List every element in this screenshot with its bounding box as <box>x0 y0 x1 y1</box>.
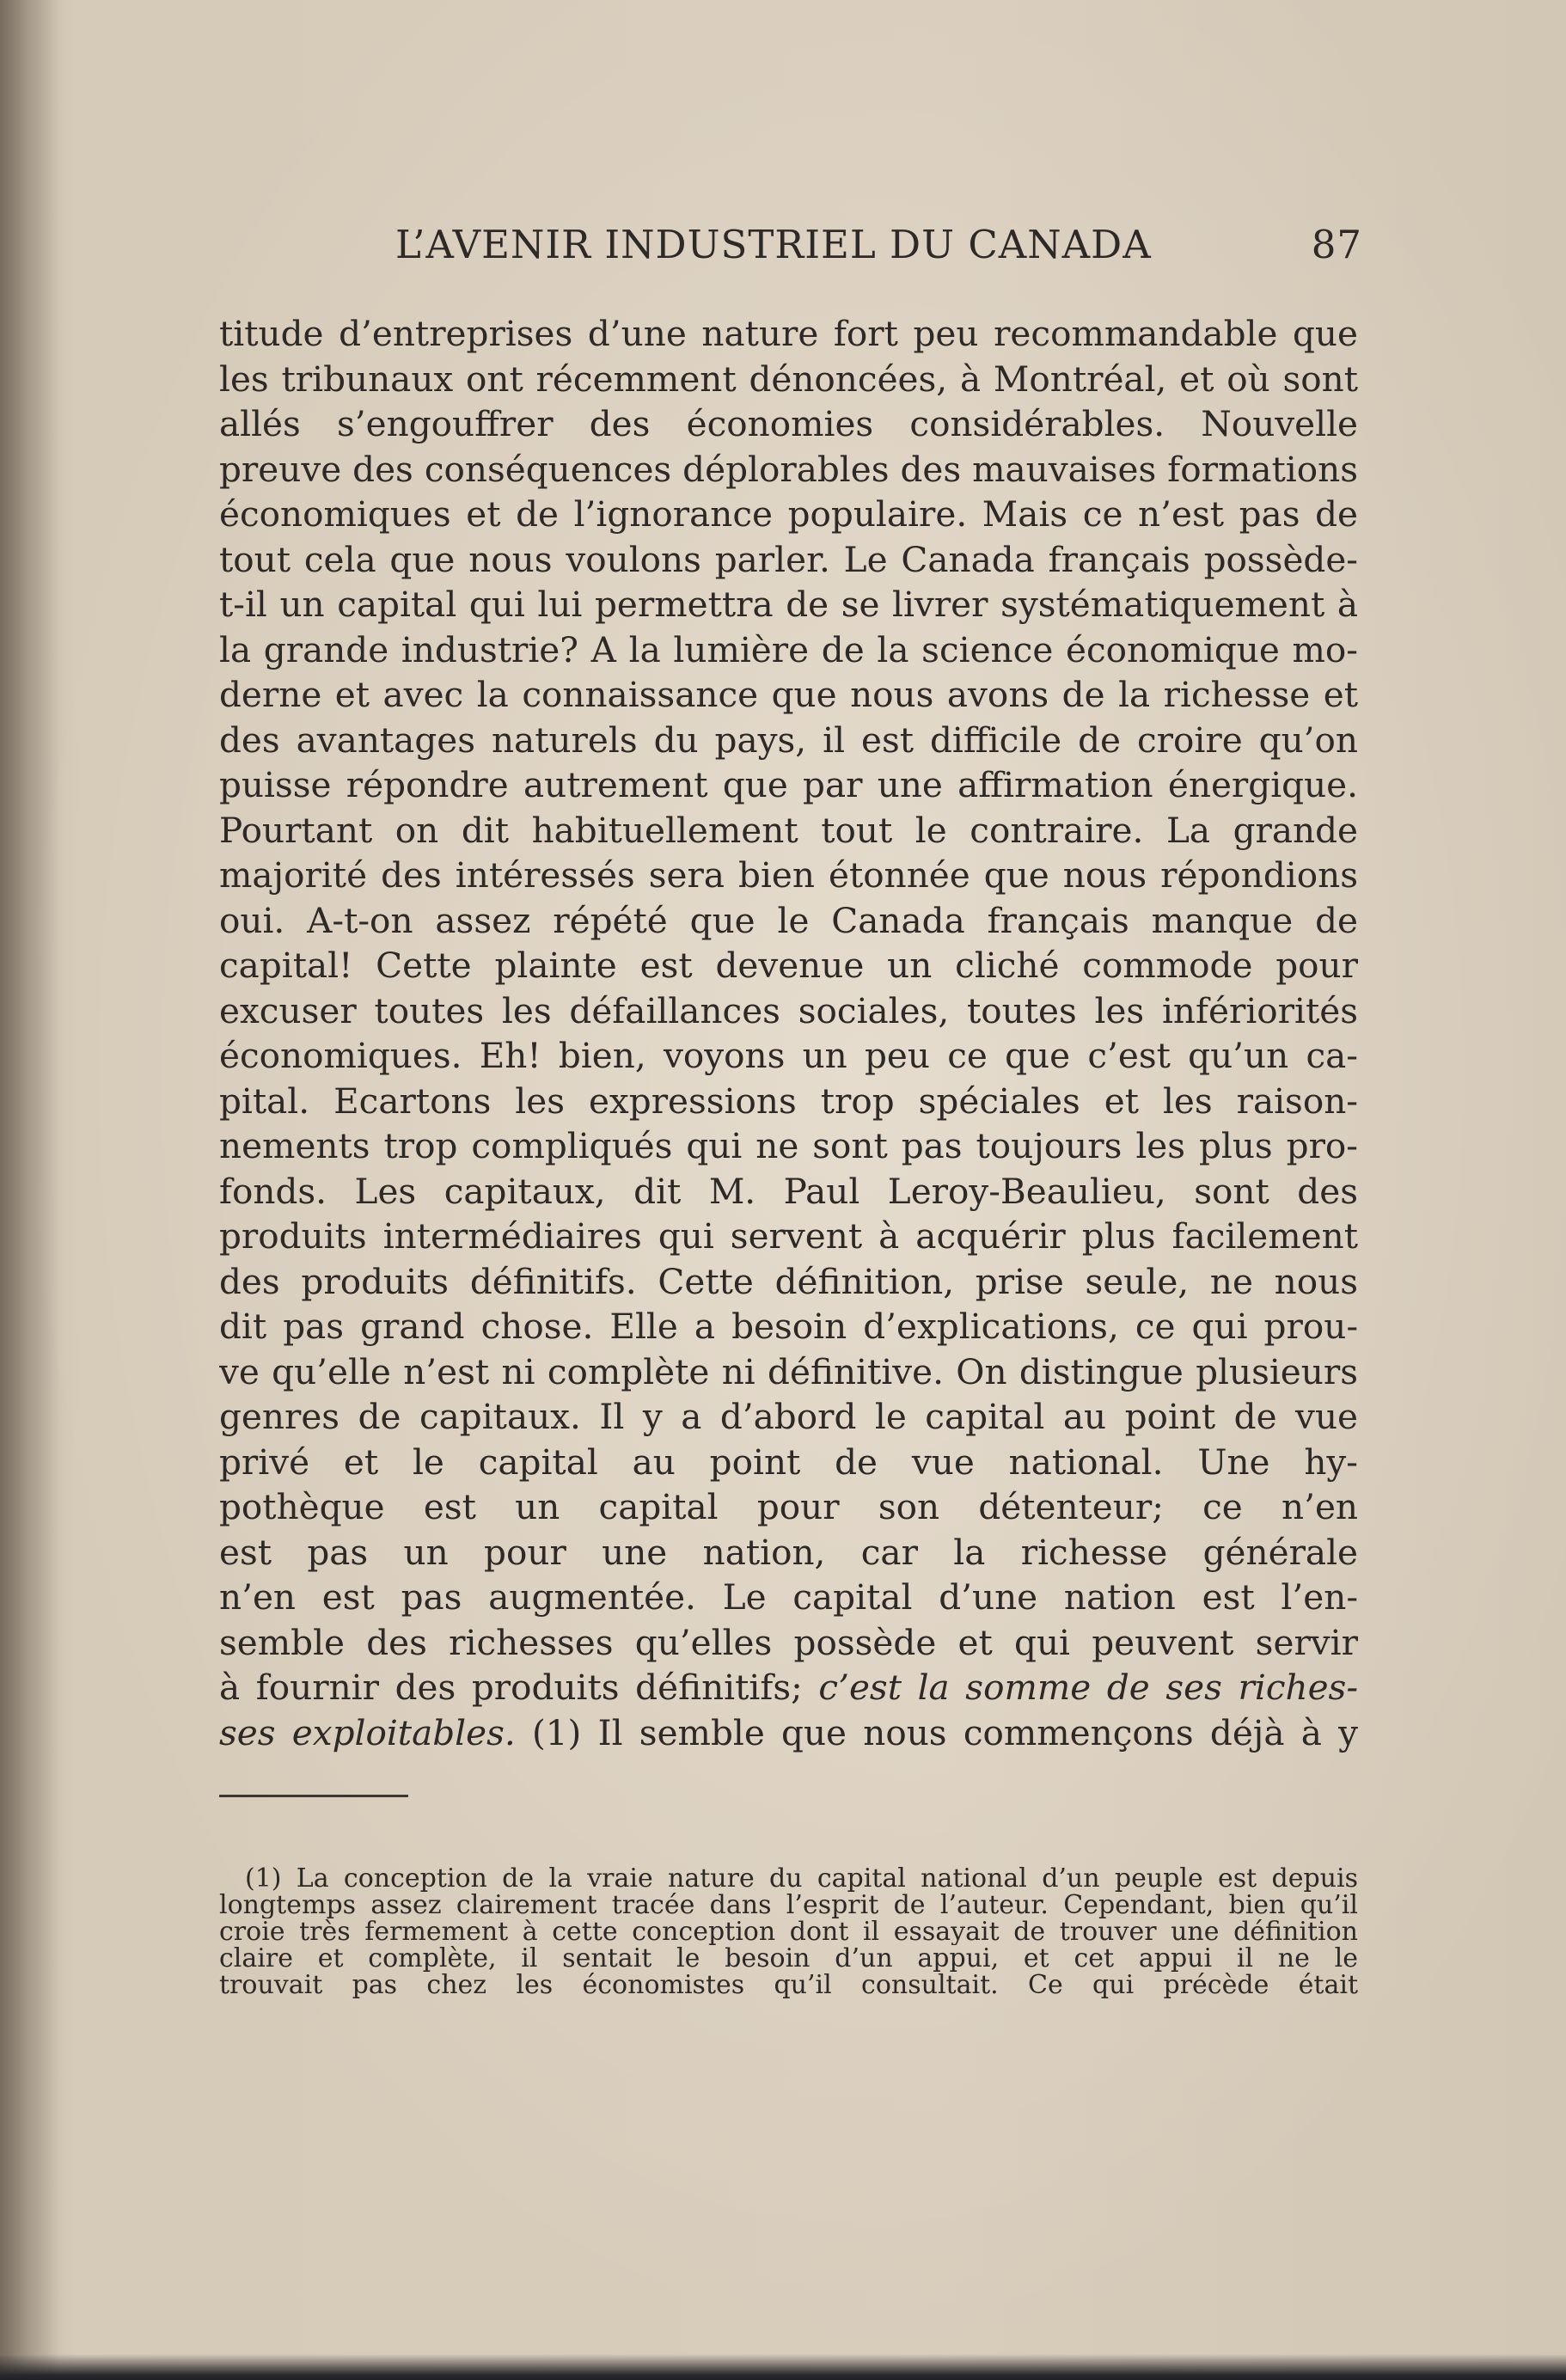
body-line: oui. A-t-on assez répété que le Canada français manque de <box>219 899 1358 941</box>
body-line-mixed <box>219 1710 1358 1756</box>
footnote-line: longtemps assez clairement tracée dans l’esprit de l’auteur. Cependant, bien qu’il <box>219 1892 1358 1918</box>
body-line: majorité des intéressés sera bien étonnée que nous répondions <box>219 854 1358 896</box>
body-line: ve qu’elle n’est ni complète ni définitive. On distingue plusieurs <box>219 1350 1358 1392</box>
body-line: économiques. Eh! bien, voyons un peu ce que c’est qu’un ca- <box>219 1035 1358 1076</box>
body-line: les tribunaux ont récemment dénoncées, à Montréal, et où sont <box>219 358 1358 400</box>
footnote-line: claire et complète, il sentait le besoin d’un appui, et cet appui il ne le <box>219 1945 1358 1972</box>
body-line: la grande industrie? A la lumière de la science économique mo- <box>219 628 1358 670</box>
body-line: n’en est pas augmentée. Le capital d’une nation est l’en- <box>219 1576 1358 1618</box>
footnote-line: trouvait pas chez les économistes qu’il consultait. Ce qui précède était <box>219 1972 1358 1998</box>
body-line: preuve des conséquences déplorables des mauvaises formations <box>219 448 1358 490</box>
running-head <box>219 222 1362 273</box>
body-line: fonds. Les capitaux, dit M. Paul Leroy-Beaulieu, sont des <box>219 1170 1358 1212</box>
body-fragment: à fournir des produits définitifs; <box>219 1667 803 1708</box>
body-line: pothèque est un capital pour son détenteur; ce n’en <box>219 1486 1358 1527</box>
italic-fragment: ses exploitables. <box>219 1711 516 1753</box>
spine-shadow <box>0 0 60 2380</box>
footnote-line: croie très fermement à cette conception dont il essayait de trouver une définition <box>219 1918 1358 1945</box>
body-line: privé et le capital au point de vue national. Une hy- <box>219 1441 1358 1483</box>
body-line: titude d’entreprises d’une nature fort peu recommandable que <box>219 313 1358 354</box>
body-line: Pourtant on dit habituellement tout le contraire. La grande <box>219 809 1358 851</box>
body-line: capital! Cette plainte est devenue un cliché commode pour <box>219 945 1358 986</box>
body-line: t-il un capital qui lui permettra de se livrer systématiquement à <box>219 584 1358 625</box>
footnote <box>219 1865 1358 1998</box>
body-fragment: (1) Il semble que nous commençons déjà à y <box>531 1711 1358 1753</box>
footnote-rule <box>219 1795 408 1797</box>
body-line: économiques et de l’ignorance populaire. Mais ce n’est pas de <box>219 493 1358 535</box>
body-line: produits intermédiaires qui servent à acquérir plus facilement <box>219 1215 1358 1257</box>
body-line: excuser toutes les défaillances sociales, toutes les infériorités <box>219 989 1358 1031</box>
body-line: genres de capitaux. Il y a d’abord le capital au point de vue <box>219 1396 1358 1437</box>
body-line: pital. Ecartons les expressions trop spéciales et les raison- <box>219 1080 1358 1122</box>
page-number: 87 <box>1311 222 1362 267</box>
body-line: des produits définitifs. Cette définition, prise seule, ne nous <box>219 1260 1358 1302</box>
body-text <box>219 311 1358 1755</box>
body-line: dit pas grand chose. Elle a besoin d’explications, ce qui prou- <box>219 1306 1358 1347</box>
running-title: L’AVENIR INDUSTRIEL DU CANADA <box>395 222 1152 267</box>
body-line: derne et avec la connaissance que nous avons de la richesse et <box>219 674 1358 715</box>
body-line: puisse répondre autrement que par une affirmation énergique. <box>219 764 1358 805</box>
italic-fragment: c’est la somme de ses riches- <box>818 1667 1358 1708</box>
footnote-line: (1) La conception de la vraie nature du capital national d’un peuple est depuis <box>245 1865 1358 1892</box>
body-line: tout cela que nous voulons parler. Le Canada français possède- <box>219 538 1358 580</box>
body-line: nements trop compliqués qui ne sont pas toujours les plus pro- <box>219 1125 1358 1166</box>
body-line: allés s’engouffrer des économies considérables. Nouvelle <box>219 403 1358 444</box>
body-line: est pas un pour une nation, car la richesse générale <box>219 1531 1358 1573</box>
body-line-mixed <box>219 1665 1358 1710</box>
body-line: des avantages naturels du pays, il est difficile de croire qu’on <box>219 719 1358 761</box>
body-line: semble des richesses qu’elles possède et qui peuvent servir <box>219 1621 1358 1663</box>
page-bottom-edge <box>0 2354 1566 2380</box>
